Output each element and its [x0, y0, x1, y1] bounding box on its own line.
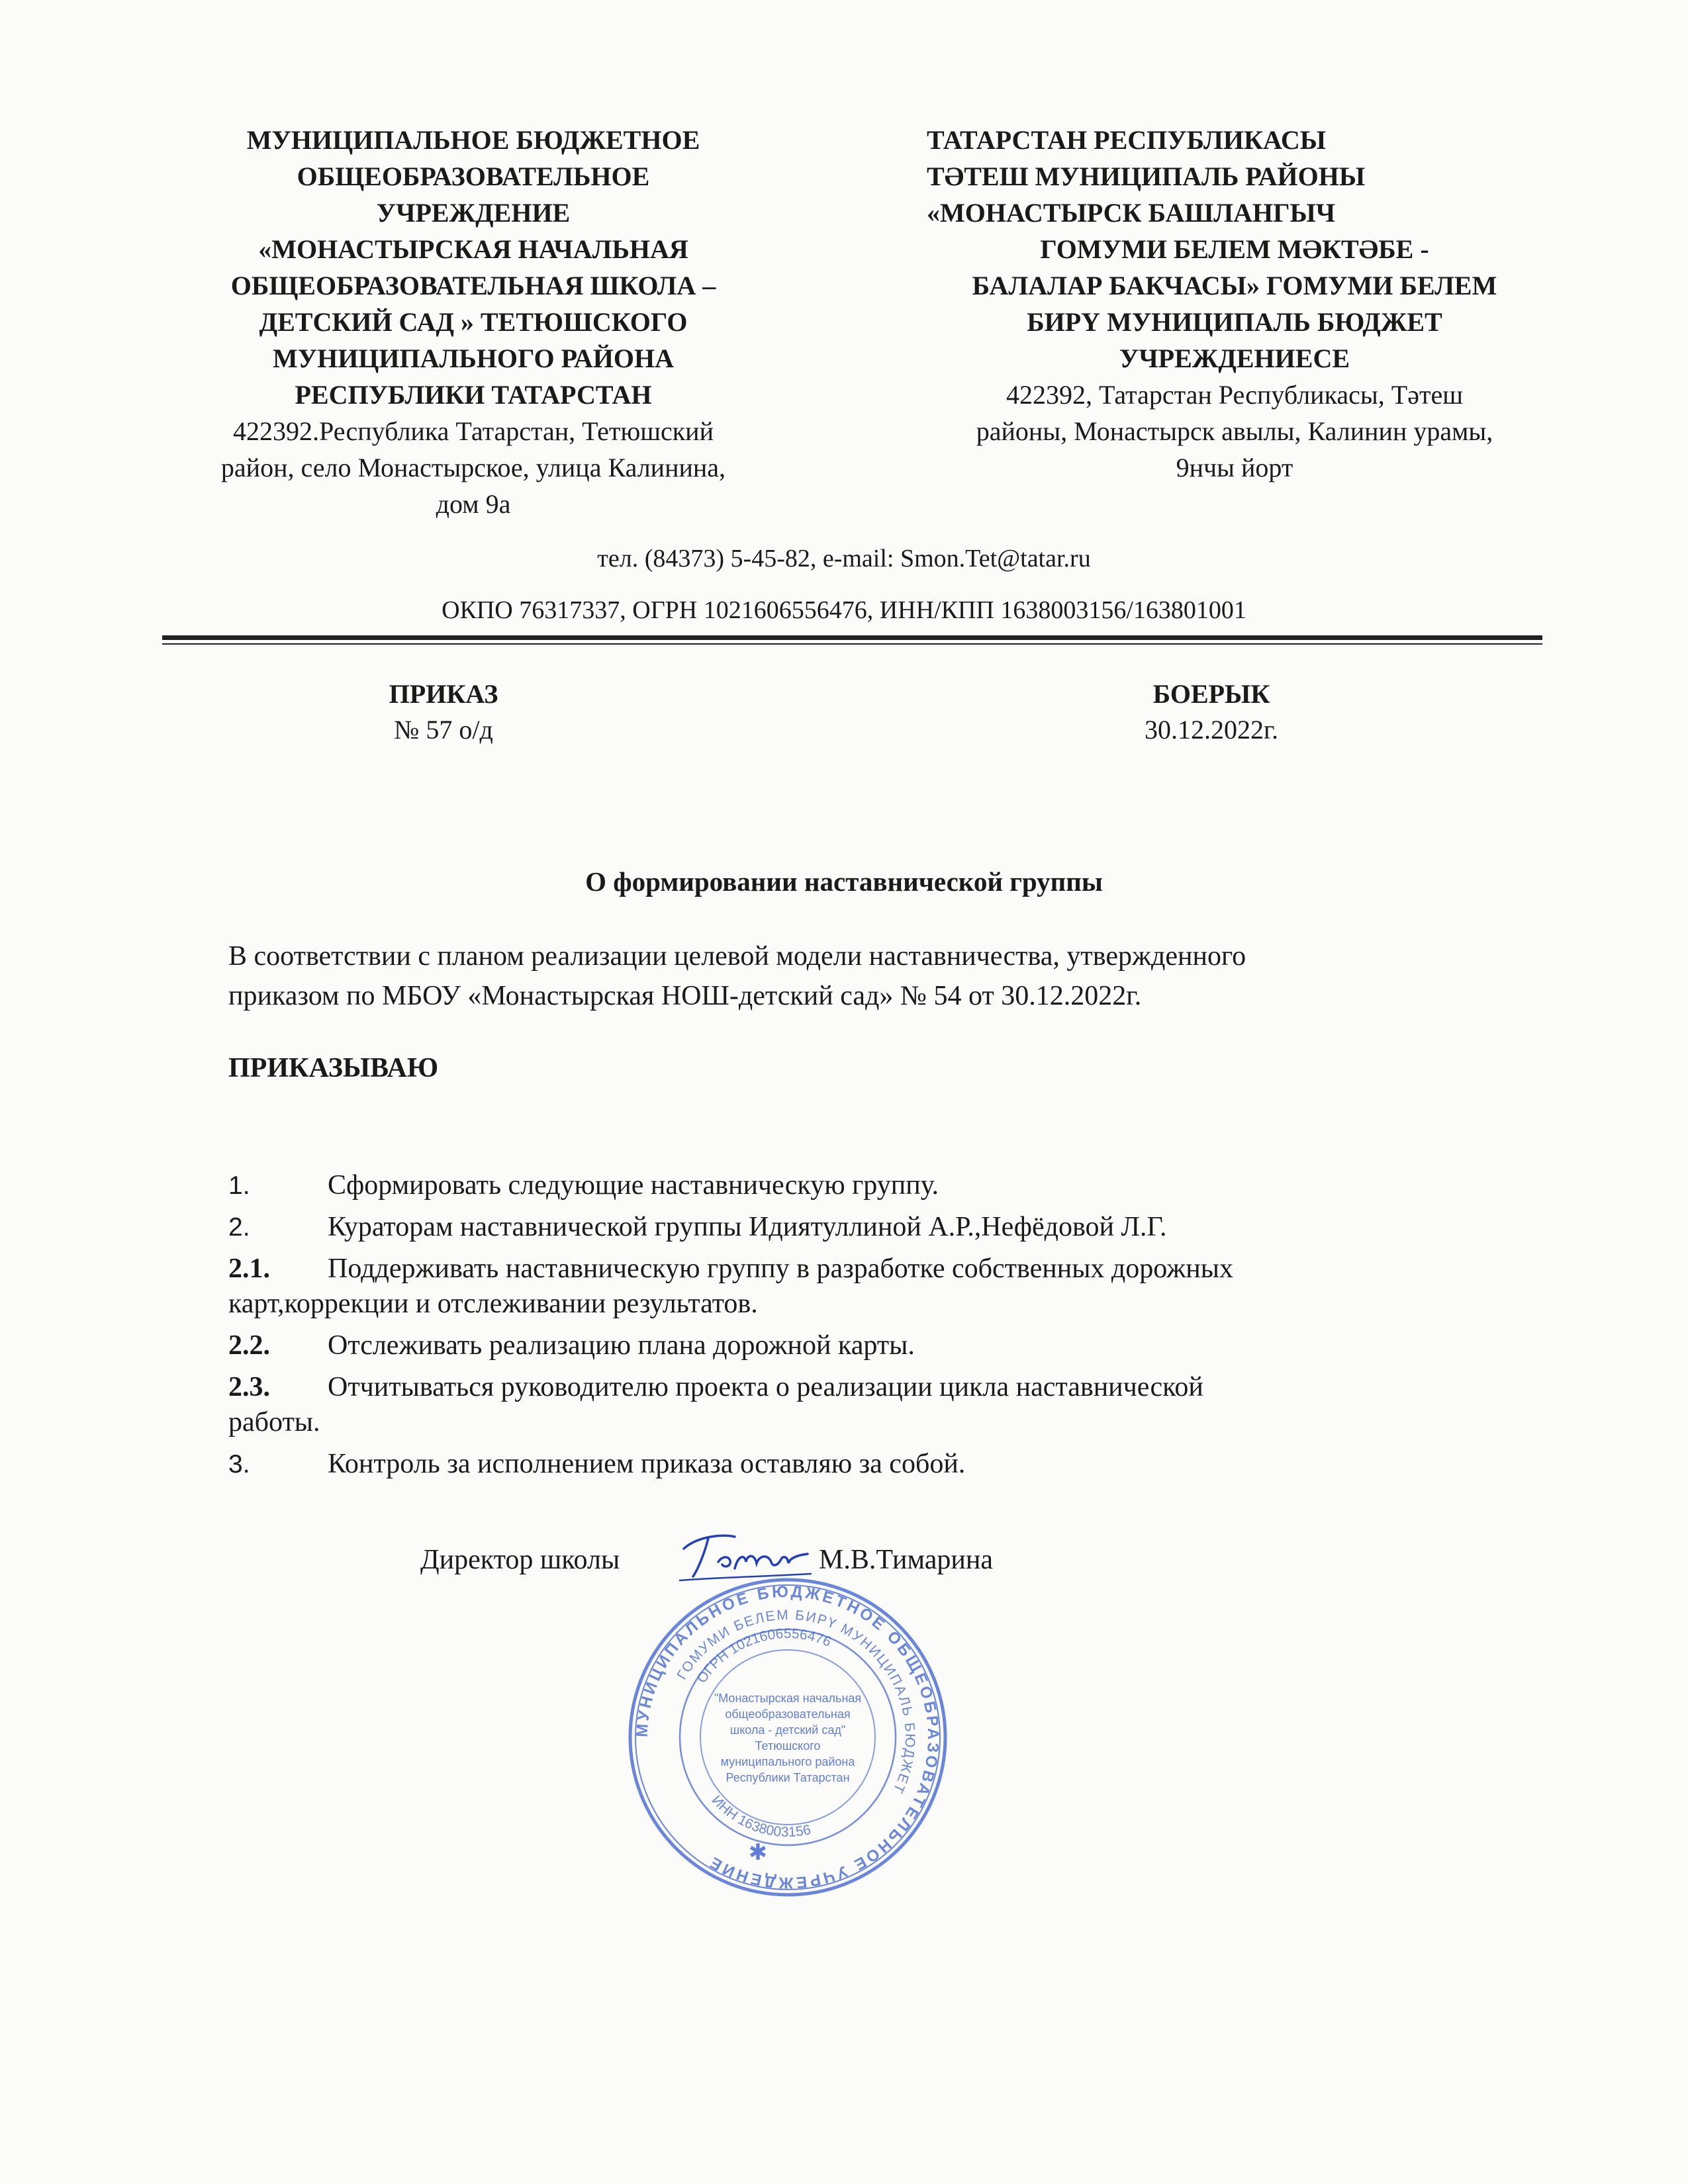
header-right-line: ТАТАРСТАН РЕСПУБЛИКАСЫ [927, 125, 1327, 155]
stamp-ogrn: ОГРН 1021606556476 [694, 1625, 833, 1686]
item-number: 2. [228, 1213, 250, 1242]
order-items [228, 1165, 1486, 1485]
header-right-line: ГОМУМИ БЕЛЕМ МӘКТӘБЕ - [1040, 234, 1429, 264]
contact-line: тел. (84373) 5-45-82, e-mail: Smon.Tet@tatar.ru [597, 545, 1091, 572]
order-subject: О формировании наставнической группы [585, 866, 1103, 897]
item-text: Контроль за исполнением приказа оставляю за собой. [328, 1449, 966, 1479]
item-number: 1. [228, 1171, 250, 1200]
stamp-inner-text: ГОМУМИ БЕЛЕМ БИРҮ МУНИЦИПАЛЬ БЮДЖЕТ [674, 1607, 918, 1797]
stamp-outer-text: МУНИЦИПАЛЬНОЕ БЮДЖЕТНОЕ ОБЩЕОБРАЗОВАТЕЛЬНОЕ УЧРЕЖДЕНИЕ [633, 1582, 943, 1892]
header-right-address: районы, Монастырск авылы, Калинин урамы, [976, 416, 1493, 446]
list-item [228, 1443, 1486, 1485]
header-divider [162, 635, 1542, 640]
list-item [228, 1206, 1486, 1248]
preamble [228, 936, 1486, 1016]
item-number: 3. [228, 1450, 250, 1479]
item-number: 2.2. [228, 1330, 270, 1361]
header-left-line: ОБЩЕОБРАЗОВАТЕЛЬНАЯ ШКОЛА – [230, 271, 716, 300]
header-divider-thin [162, 643, 1542, 645]
item-text: Отчитываться руководителю проекта о реализации цикла наставнической [328, 1372, 1203, 1402]
item-text: Кураторам наставнической группы Идиятуллиной А.Р.,Нефёдовой Л.Г. [328, 1212, 1167, 1242]
svg-text:ИНН 1638003156 [709, 1793, 812, 1841]
header-left [159, 122, 788, 522]
item-text: Сформировать следующие наставническую группу. [328, 1170, 939, 1201]
header-right-address: 9нчы йорт [1176, 453, 1293, 482]
header-left-address: район, село Монастырское, улица Калинина, [220, 453, 726, 482]
order-left [331, 676, 556, 748]
header-right-address: 422392, Татарстан Республикасы, Тәтеш [1006, 380, 1464, 410]
order-number: № 57 о/д [394, 715, 493, 745]
stamp-inn: ИНН 1638003156 [708, 1792, 812, 1841]
list-item [228, 1367, 1486, 1443]
item-number: 2.1. [228, 1253, 270, 1284]
item-continuation: карт,коррекции и отслеживании результатов. [228, 1289, 758, 1319]
header-left-address: 422392.Республика Татарстан, Тетюшский [233, 416, 714, 446]
stamp-center-line: школа - детский сад" [729, 1723, 846, 1737]
stamp-center-line: Республики Татарстан [726, 1771, 850, 1784]
preamble-line: приказом по МБОУ «Монастырская НОШ-детский сад» № 54 от 30.12.2022г. [228, 981, 1142, 1011]
item-text: Отслеживать реализацию плана дорожной карты. [328, 1330, 915, 1361]
item-continuation: работы. [228, 1407, 320, 1437]
list-item [228, 1325, 1486, 1367]
stamp-star-icon: ✱ [748, 1840, 768, 1865]
header-left-line: УЧРЕЖДЕНИЕ [376, 198, 571, 228]
header-right-line: УЧРЕЖДЕНИЕСЕ [1119, 343, 1350, 373]
header-left-line: «МОНАСТЫРСКАЯ НАЧАЛЬНАЯ [258, 234, 688, 264]
header-right [920, 122, 1549, 486]
list-item [228, 1165, 1486, 1206]
registry-line: ОКПО 76317337, ОГРН 1021606556476, ИНН/КПП 1638003156/163801001 [442, 596, 1246, 624]
header-left-line: МУНИЦИПАЛЬНОГО РАЙОНА [272, 343, 675, 373]
header-right-line: БИРҮ МУНИЦИПАЛЬ БЮДЖЕТ [1027, 307, 1442, 337]
header-left-address: дом 9а [436, 489, 511, 519]
signatory-title: Директор школы [420, 1545, 620, 1575]
header-right-line: БАЛАЛАР БАКЧАСЫ» ГОМУМИ БЕЛЕМ [972, 271, 1497, 300]
header-left-line: ОБЩЕОБРАЗОВАТЕЛЬНОЕ [297, 161, 650, 191]
header-right-line: ТӘТЕШ МУНИЦИПАЛЬ РАЙОНЫ [927, 161, 1366, 191]
order-word: ПРИКАЗЫВАЮ [228, 1053, 439, 1083]
official-stamp [626, 1575, 950, 1899]
header-right-line: «МОНАСТЫРСК БАШЛАНГЫЧ [927, 198, 1336, 228]
item-text: Поддерживать наставническую группу в разработке собственных дорожных [328, 1253, 1233, 1284]
stamp-center-line: общеобразовательная [725, 1707, 851, 1721]
preamble-line: В соответствии с планом реализации целевой модели наставничества, утвержденного [228, 941, 1246, 972]
order-title: ПРИКАЗ [389, 679, 498, 709]
signatory-name: М.В.Тимарина [819, 1545, 993, 1575]
list-item [228, 1248, 1486, 1325]
order-title-tatar: БОЕРЫК [1152, 679, 1270, 709]
order-right [1099, 676, 1324, 748]
item-number: 2.3. [228, 1372, 270, 1402]
header-left-line: МУНИЦИПАЛЬНОЕ БЮДЖЕТНОЕ [246, 125, 700, 155]
stamp-center-line: муниципального района [720, 1755, 855, 1768]
header-left-line: РЕСПУБЛИКИ ТАТАРСТАН [295, 380, 652, 410]
header-left-line: ДЕТСКИЙ САД » ТЕТЮШСКОГО [259, 307, 688, 337]
order-date: 30.12.2022г. [1145, 715, 1278, 745]
stamp-center-line: Тетюшского [755, 1739, 821, 1752]
stamp-center-line: "Монастырская начальная [714, 1692, 862, 1705]
